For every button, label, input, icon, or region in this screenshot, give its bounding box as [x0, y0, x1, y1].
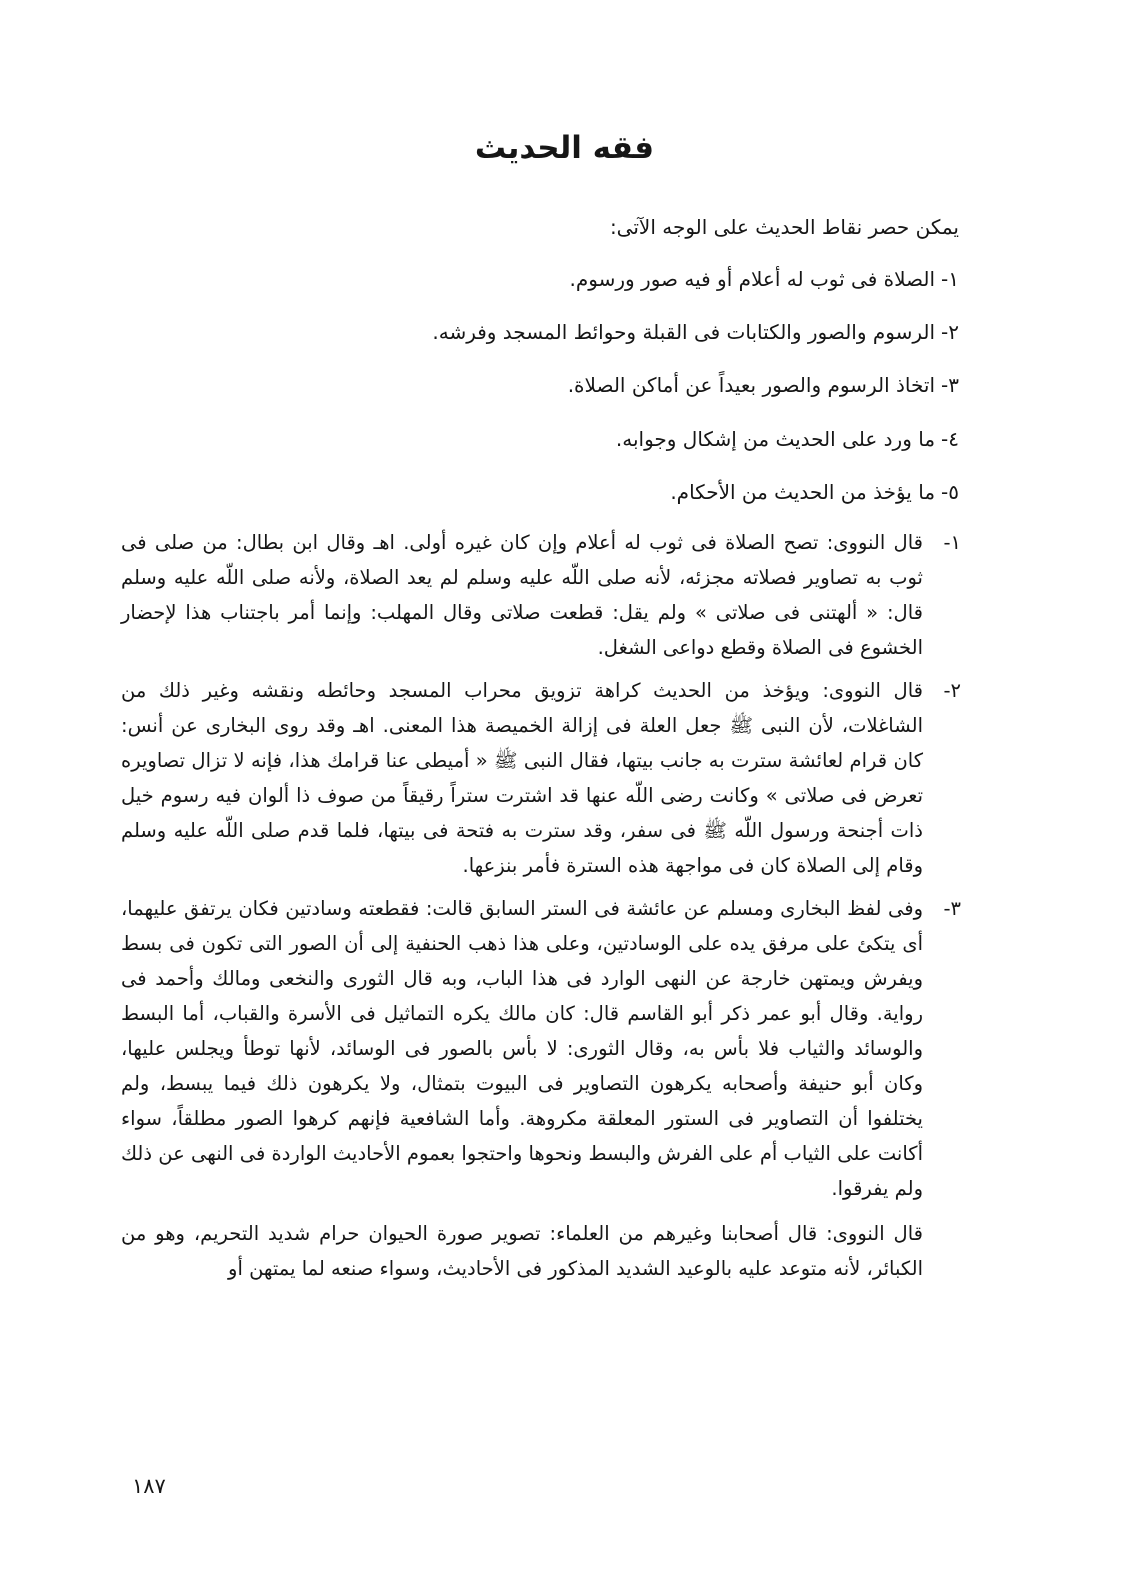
section-number: ٢-	[943, 679, 961, 702]
section-text: وفى لفظ البخارى ومسلم عن عائشة فى الستر السابق قالت: فقطعته وسادتين فكان يرتفق عليهما، أى يتكئ على مرفق يده على الوسادتين، وعلى هذا ذهب الحنفية إلى أن الصور التى تكون فى بسط ويفرش ويمتهن خارجة عن النهى الوارد فى هذا الباب، وبه قال الثورى والنخعى ومالك وأحمد فى رواية. وقال أبو عمر ذكر أبو القاسم قال: كان مالك يكره التماثيل فى الأسرة والقباب، أما البسط والوسائد والثياب فلا بأس به، وقال الثورى: لا بأس بالصور فى الوسائد، لأنها توطأ ويجلس عليها، وكان أبو حنيفة وأصحابه يكرهون التصاوير فى البيوت بتمثال، ولا يكرهون ذلك فيما يبسط، ولم يختلفوا أن التصاوير فى الستور المعلقة مكروهة. وأما الشافعية فإنهم كرهوا الصور مطلقاً، سواء أكانت على الثياب أم على الفرش والبسط ونحوها واحتجوا بعموم الأحاديث الواردة فى النهى عن ذلك ولم يفرقوا.	[121, 897, 923, 1200]
closing-paragraph: قال النووى: قال أصحابنا وغيرهم من العلماء: تصوير صورة الحيوان حرام شديد التحريم، وهو من الكبائر، لأنه متوعد عليه بالوعيد الشديد المذكور فى الأحاديث، وسواء صنعه لما يمتهن أو	[121, 1222, 923, 1280]
list-item	[179, 315, 959, 368]
intro-text: يمكن حصر نقاط الحديث على الوجه الآتى:	[609, 215, 959, 239]
section-paragraph-1	[121, 525, 961, 665]
item-text: الرسوم والصور والكتابات فى القبلة وحوائط المسجد وفرشه.	[432, 320, 936, 345]
list-item	[179, 368, 959, 421]
item-number: ٥-	[941, 479, 959, 504]
points-list	[179, 262, 959, 528]
item-number: ٣-	[941, 373, 959, 398]
list-item	[179, 262, 959, 315]
item-text: اتخاذ الرسوم والصور بعيداً عن أماكن الصلاة.	[567, 373, 936, 398]
section-text: قال النووى: ويؤخذ من الحديث كراهة تزويق محراب المسجد وحائطه ونقشه وغير ذلك من الشاغلات، لأن النبى ﷺ جعل العلة فى إزالة الخميصة هذا المعنى. اهـ وقد روى البخارى عن أنس: كان قرام لعائشة سترت به جانب بيتها، فقال النبى ﷺ « أميطى عنا قرامك هذا، فإنه لا تزال تصاويره تعرض فى صلاتى » وكانت رضى اللّه عنها قد اشترت ستراً رقيقاً من صوف ذا ألوان فيه رسوم خيل ذات أجنحة ورسول اللّه ﷺ فى سفر، وقد سترت به فتحة فى بيتها، فلما قدم صلى اللّه عليه وسلم وقام إلى الصلاة كان فى مواجهة هذه السترة فأمر بنزعها.	[121, 679, 923, 877]
page-number: ١٨٧	[132, 1474, 166, 1498]
list-item	[179, 475, 959, 528]
section-paragraph-2	[121, 673, 961, 883]
section-text: قال النووى: تصح الصلاة فى ثوب له أعلام وإن كان غيره أولى. اهـ وقال ابن بطال: من صلى فى ثوب به تصاوير فصلاته مجزئه، لأنه صلى اللّه عليه وسلم لم يعد الصلاة، ولأنه صلى اللّه عليه وسلم قال: « ألهتنى فى صلاتى » ولم يقل: قطعت صلاتى وقال المهلب: وإنما أمر باجتناب هذا لإحضار الخشوع فى الصلاة وقطع دواعى الشغل.	[121, 531, 923, 659]
section-number: ١-	[943, 531, 961, 554]
section-paragraph-3	[121, 891, 961, 1206]
item-text: الصلاة فى ثوب له أعلام أو فيه صور ورسوم.	[569, 267, 936, 291]
list-item	[179, 422, 959, 475]
section-number: ٣-	[943, 897, 961, 920]
item-number: ٢-	[941, 320, 959, 345]
item-text: ما يؤخذ من الحديث من الأحكام.	[670, 479, 936, 504]
item-number: ١-	[941, 267, 959, 291]
body-text	[121, 525, 961, 1286]
item-text: ما ورد على الحديث من إشكال وجوابه.	[615, 426, 936, 451]
item-number: ٤-	[941, 426, 959, 451]
section-title: فقه الحديث	[474, 130, 655, 166]
